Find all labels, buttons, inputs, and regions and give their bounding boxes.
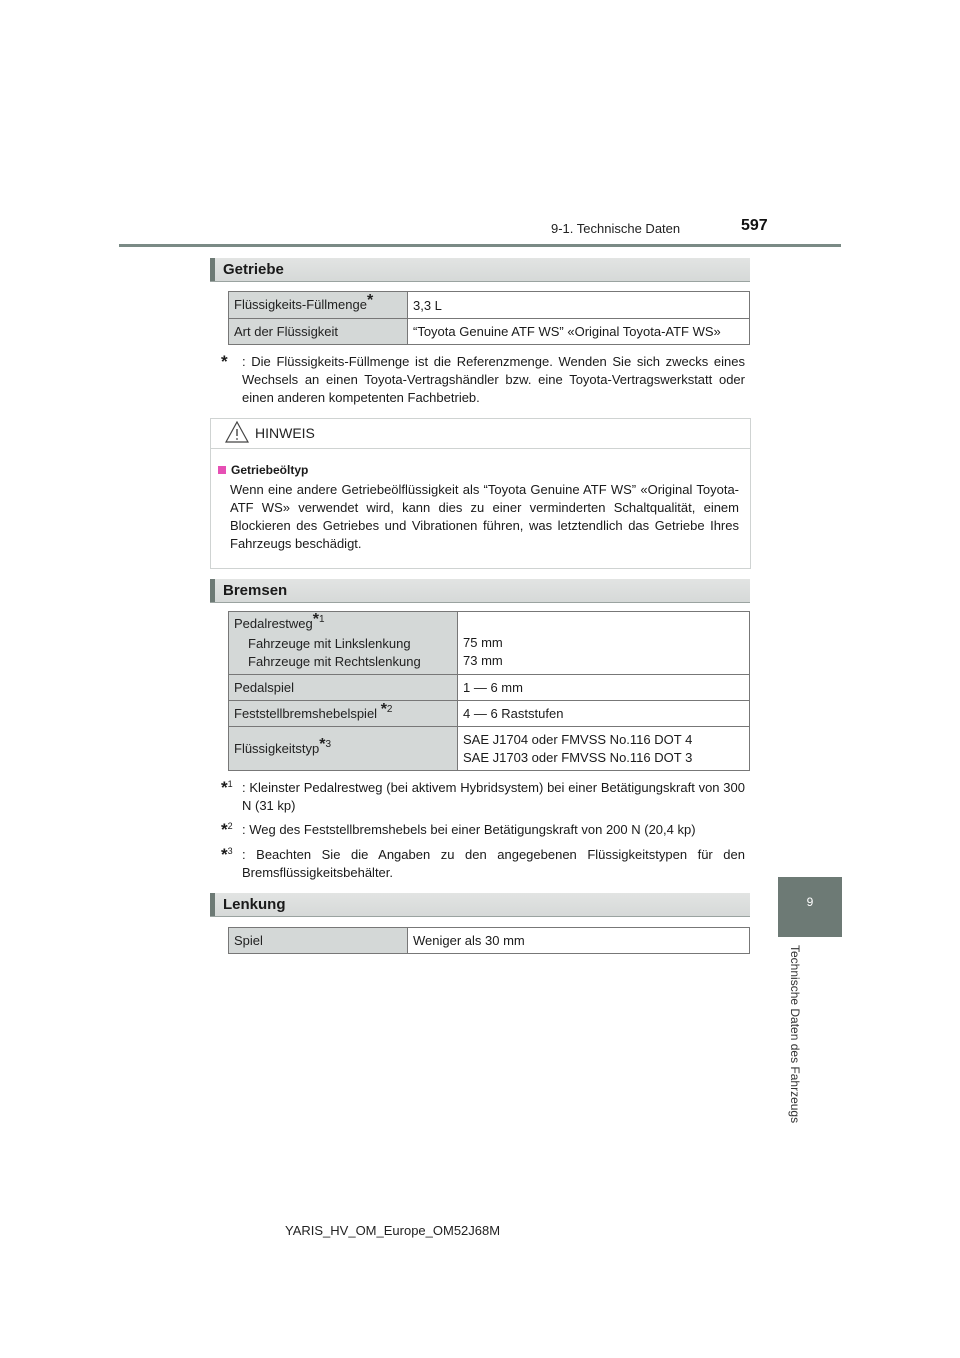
footnote-marker: *$^3$	[221, 845, 233, 864]
table-key-cell: Art der Flüssigkeit	[229, 319, 408, 345]
chapter-tab-number: 9	[806, 895, 814, 909]
table-row	[229, 612, 750, 675]
section-header-lenkung	[210, 893, 750, 917]
table-row	[229, 292, 750, 319]
footnote-text: : Weg des Feststellbremshebels bei einer Betätigungskraft von 200 N (20,4 kp)	[242, 822, 696, 837]
table-value-cell: Weniger als 30 mm	[408, 928, 750, 954]
footnote-marker: *	[366, 292, 374, 309]
section-title-bremsen: Bremsen	[223, 582, 288, 599]
footnote-text: : Die Flüssigkeits-Füllmenge ist die Referenzmenge. Wenden Sie sich zwecks eines Wechsels an einen Toyota-Vertragshändler bzw. eine Toyota-Vertragswerkstatt oder einen anderen kompetenten Fachbetrieb.	[242, 354, 745, 405]
table-key-cell: Pedalrestweg*$^1$ Fahrzeuge mit Linkslenkung Fahrzeuge mit Rechtslenkung	[229, 612, 458, 675]
section-title-lenkung: Lenkung	[223, 896, 286, 913]
footnote-text: : Kleinster Pedalrestweg (bei aktivem Hybridsystem) bei einer Betätigungskraft von 300 N (31 kp)	[242, 780, 745, 813]
section-title-getriebe: Getriebe	[223, 261, 284, 278]
chapter-tab[interactable]	[778, 877, 842, 937]
table-row	[229, 727, 750, 771]
footnote-getriebe	[221, 353, 745, 407]
footnote-1	[221, 779, 745, 815]
footnote-marker: *$^2$	[221, 820, 233, 839]
footnote-3	[221, 846, 745, 882]
footnote-2	[221, 821, 745, 839]
table-row	[229, 701, 750, 727]
document-code: YARIS_HV_OM_Europe_OM52J68M	[285, 1223, 501, 1238]
page-number: 597	[741, 217, 768, 234]
section-header-bremsen	[210, 579, 750, 603]
table-key-cell: Flüssigkeitstyp*$^3$	[229, 727, 458, 771]
table-value-cell: 1 — 6 mm	[458, 675, 750, 701]
table-row	[229, 928, 750, 954]
table-value-cell: 75 mm 73 mm	[458, 612, 750, 675]
footnote-marker: *	[221, 352, 228, 371]
table-key-cell: Flüssigkeits-Füllmenge*	[229, 292, 408, 319]
footnote-marker: *$^1$	[221, 778, 233, 797]
section-header-getriebe	[210, 258, 750, 282]
table-value-cell: 4 — 6 Raststufen	[458, 701, 750, 727]
bremsen-table	[228, 611, 750, 771]
notice-box	[210, 418, 751, 569]
warning-icon	[225, 421, 249, 443]
table-key-cell: Spiel	[229, 928, 408, 954]
table-key-cell: Feststellbremshebelspiel *$^2$	[229, 701, 458, 727]
header-rule	[119, 244, 841, 247]
table-value-cell: SAE J1704 oder FMVSS No.116 DOT 4 SAE J1703 oder FMVSS No.116 DOT 3	[458, 727, 750, 771]
table-key-cell: Pedalspiel	[229, 675, 458, 701]
section-title: 9-1. Technische Daten	[551, 221, 681, 236]
bullet-square-icon	[218, 466, 226, 474]
table-row	[229, 319, 750, 345]
table-row	[229, 675, 750, 701]
table-value-cell: “Toyota Genuine ATF WS” «Original Toyota-ATF WS»	[408, 319, 750, 345]
notice-title: HINWEIS	[255, 425, 315, 441]
getriebe-table	[228, 291, 750, 345]
notice-text: Wenn eine andere Getriebeölflüssigkeit als “Toyota Genuine ATF WS” «Original Toyota-ATF WS» verwendet wird, kann dies zu einer verminderten Schaltqualität, einem Blockieren des Getriebes und Vibrationen führen, was letztendlich das Getriebe Ihres Fahrzeugs beschädigt.	[230, 482, 739, 551]
lenkung-table	[228, 927, 750, 954]
chapter-label: Technische Daten des Fahrzeugs	[788, 945, 802, 1124]
notice-header	[211, 419, 750, 449]
table-value-cell: 3,3 L	[408, 292, 750, 319]
notice-bullet: Getriebeöltyp	[218, 463, 308, 477]
footnote-text: : Beachten Sie die Angaben zu den angegebenen Flüssigkeitstypen für den Bremsflüssigkeitsbehälter.	[242, 847, 745, 880]
